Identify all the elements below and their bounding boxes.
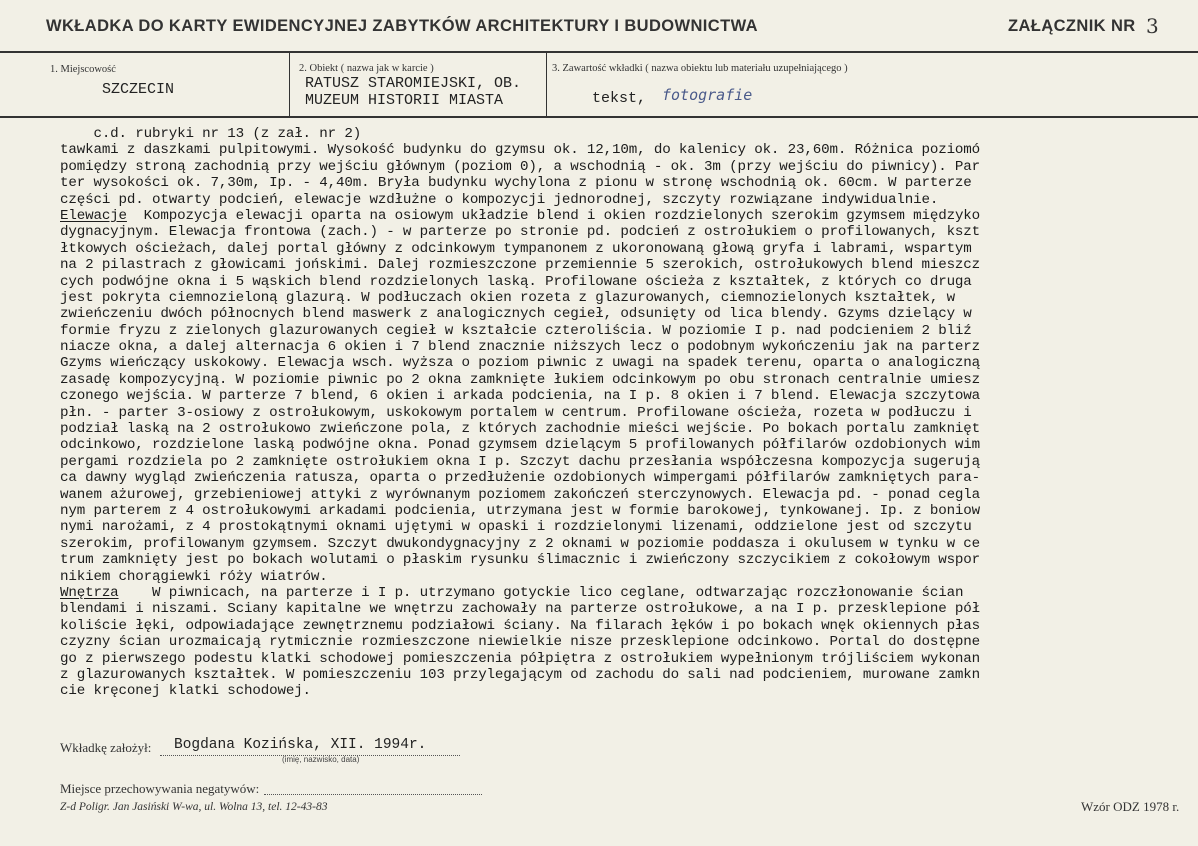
description-line: jest pokryta ciemnozieloną glazurą. W podłuczach okien rozeta z glazurowanych, ciemnozielonych kształtek, w	[60, 289, 955, 306]
contents-label: 3. Zawartość wkładki ( nazwa obiektu lub materiału uzupełniającego )	[552, 63, 848, 74]
description-line: trum zamknięty jest po bokach wolutami o płaskim rysunku ślimacznic i zwieńczony szczycikiem z cokołowym wspor	[60, 552, 981, 569]
description-line: czonego wejścia. W parterze 7 blend, 6 okien i arkada podcienia, na I p. 8 okien i 7 blend. Elewacja szczytowa	[60, 388, 981, 405]
locality-label: 1. Miejscowość	[50, 64, 116, 75]
negatives-label: Miejsce przechowywania negatywów:	[60, 781, 260, 796]
description-line: podział laską na 2 ostrołukowo zwieńczone pola, z których zachodnie mieści wejście. Po bokach portalu zamknięt	[60, 421, 981, 438]
description-line: dygnacyjnym. Elewacja frontowa (zach.) - w parterze po stronie pd. podcień z ostrołukiem o profilowanych, kszt	[60, 224, 981, 241]
description-line: formie fryzu z zielonych glazurowanych cegieł w kształcie czteroliścia. W poziomie I p. nad podcieniem 2 bliź	[60, 322, 972, 339]
description-line: koliście łęki, odpowiadające zewnętrznemu podziałowi ściany. Na filarach łęków i po bokach wnęk okiennych płas	[60, 617, 981, 634]
fields-bottom-rule	[0, 116, 1198, 118]
card-title: WKŁADKA DO KARTY EWIDENCYJNEJ ZABYTKÓW ARCHITEKTURY I BUDOWNICTWA	[46, 17, 758, 35]
description-line: Wnętrza W piwnicach, na parterze i I p. utrzymano gotyckie lico ceglane, odtwarzając rozczłonowanie ścian	[60, 584, 964, 601]
field-divider-1	[289, 52, 290, 116]
description-line: ca dawny wygląd zwieńczenia ratusza, oparta o przedłużenie ozdobionych wimpergami półfilarów zamkniętych para-	[60, 470, 981, 487]
description-line: wanem ażurowej, grzebieniowej attyki z wyrównanym poziomem zakończeń sterczynowych. Elewacja pd. - ponad cegla	[60, 486, 981, 503]
description-line: na 2 pilastrach z głowicami jońskimi. Dalej rozmieszczone przemiennie 5 szerokich, ostrołukowych blend mieszcz	[60, 257, 981, 274]
locality-value: SZCZECIN	[102, 81, 175, 98]
description-line: tawkami z daszkami pulpitowymi. Wysokość budynku do gzymsu ok. 12,10m, do kalenicy ok. 23,60m. Różnica poziomó	[60, 142, 981, 159]
description-line: zasadę kompozycyjną. W poziomie piwnic po 2 okna zamknięte łukiem odcinkowym po obu stronach centralnie umiesz	[60, 371, 981, 388]
founded-value: Bogdana Kozińska, XII. 1994r.	[174, 737, 427, 753]
object-value-line1: RATUSZ STAROMIEJSKI, OB.	[305, 75, 522, 92]
description-line: blendami i niszami. Sciany kapitalne we wnętrzu zachowały na parterze ostrołukowe, a na I p. przesklepione pół	[60, 601, 981, 618]
founded-label: Wkładkę założył:	[60, 740, 152, 755]
description-line: płn. - parter 3-osiowy z ostrołukowym, uskokowym portalem w centrum. Profilowane ościeża, rozeta w podłuczu i	[60, 404, 972, 421]
description-line: cie kręconej klatki schodowej.	[60, 683, 311, 700]
description-line: go z pierwszego podestu klatki schodowej pomieszczenia półpiętra z ostrołukiem wypełnionym trójliściem wykonan	[60, 650, 981, 667]
description-line: nym parterem z 4 ostrołukowymi arkadami podcienia, utrzymana jest w formie barokowej, tynkowanej. Ip. z boniow	[60, 502, 981, 519]
contents-value-handwritten: fotografie	[662, 86, 753, 104]
description-line: Gzyms wieńczący uskokowy. Elewacja wsch. wyższa o poziom piwnic z uwagi na spadek terenu, oparta o analogiczną	[60, 355, 981, 372]
description-line: odcinkowo, rozdzielone laską podwójne okna. Ponad gzymsem dzielącym 5 profilowanych półfilarów ozdobionych wim	[60, 437, 981, 454]
negatives-dotted-line	[264, 794, 482, 795]
description-line: łtkowych ościeżach, dalej portal główny z odcinkowym tympanonem z ukoronowaną głową gryfa i labrami, wspartym	[60, 240, 972, 257]
description-line: pergami rozdziela po 2 zamknięte ostrołukiem okna I p. Szczyt dachu przesłania współczesna kompozycja sugerują	[60, 453, 981, 470]
form-model: Wzór ODZ 1978 r.	[1081, 799, 1180, 814]
description-line: ter wysokości ok. 7,30m, Ip. - 4,40m. Bryła budynku wychylona z pionu w stronę wschodnią ok. 60cm. W parterze	[60, 175, 972, 192]
attachment-label: ZAŁĄCZNIK NR	[1008, 17, 1136, 35]
description-line: zwieńczeniu dwóch północnych blend maswerk z analogicznych cegieł, odsunięty od lica blendy. Gzyms dzielący w	[60, 306, 972, 323]
description-line: pomiędzy stroną zachodnią przy wejściu głównym (poziom 0), a wschodnią - ok. 3m (przy wejściu do piwnicy). Par	[60, 158, 981, 175]
printer-imprint: Z-d Poligr. Jan Jasiński W-wa, ul. Wolna 13, tel. 12-43-83	[60, 801, 328, 813]
attachment-number: 3	[1146, 14, 1159, 38]
description-line: Elewacje Kompozycja elewacji oparta na osiowym układzie blend i okien rozdzielonych szerokim gzymsem międzyko	[60, 207, 981, 224]
description-line: cych podwójne okna i 5 wąskich blend rozdzielonych laską. Profilowane ościeża z kształtek, z których co druga	[60, 273, 972, 290]
field-divider-2	[546, 52, 547, 116]
description-line: części pd. otwarty podcień, elewacje wzdłużne o kompozycji jednorodnej, szczyty rozwiązane indywidualnie.	[60, 191, 939, 208]
object-label: 2. Obiekt ( nazwa jak w karcie )	[299, 63, 434, 74]
section-heading: Wnętrza	[60, 584, 119, 601]
description-line: z glazurowanych kształtek. W pomieszczeniu 103 przylegającym od zachodu do sali nad podcieniem, murowane zamkn	[60, 666, 981, 683]
founded-caption: (imię, nazwisko, data)	[282, 755, 360, 764]
description-line: czyzny ścian urozmaicają rytmicznie rozmieszczone niewielkie nisze przesklepione odcinkowo. Portal do dostępne	[60, 634, 981, 651]
description-line: niacze okna, a dalej alternacja 6 okien i 7 blend znacznie niższych lecz o podobnym wykończeniu jak na parterz	[60, 339, 981, 356]
description-line: nikiem chorągiewki róży wiatrów.	[60, 568, 328, 585]
section-heading: Elewacje	[60, 207, 127, 224]
description-line: c.d. rubryki nr 13 (z zał. nr 2)	[60, 126, 362, 142]
contents-value-typed: tekst,	[592, 90, 647, 107]
description-line: nymi narożami, z 4 prostokątnymi oknami ujętymi w opaski i rozdzielonymi lizenami, oddzielone jest od szczytu	[60, 519, 972, 536]
object-value-line2: MUZEUM HISTORII MIASTA	[305, 92, 504, 109]
top-rule	[0, 51, 1198, 53]
description-line: szerokim, profilowanym gzymsem. Szczyt dwukondygnacyjny z 2 oknami w poziomie poddasza i okulusem w tynku w ce	[60, 535, 981, 552]
description-text	[60, 126, 1196, 700]
